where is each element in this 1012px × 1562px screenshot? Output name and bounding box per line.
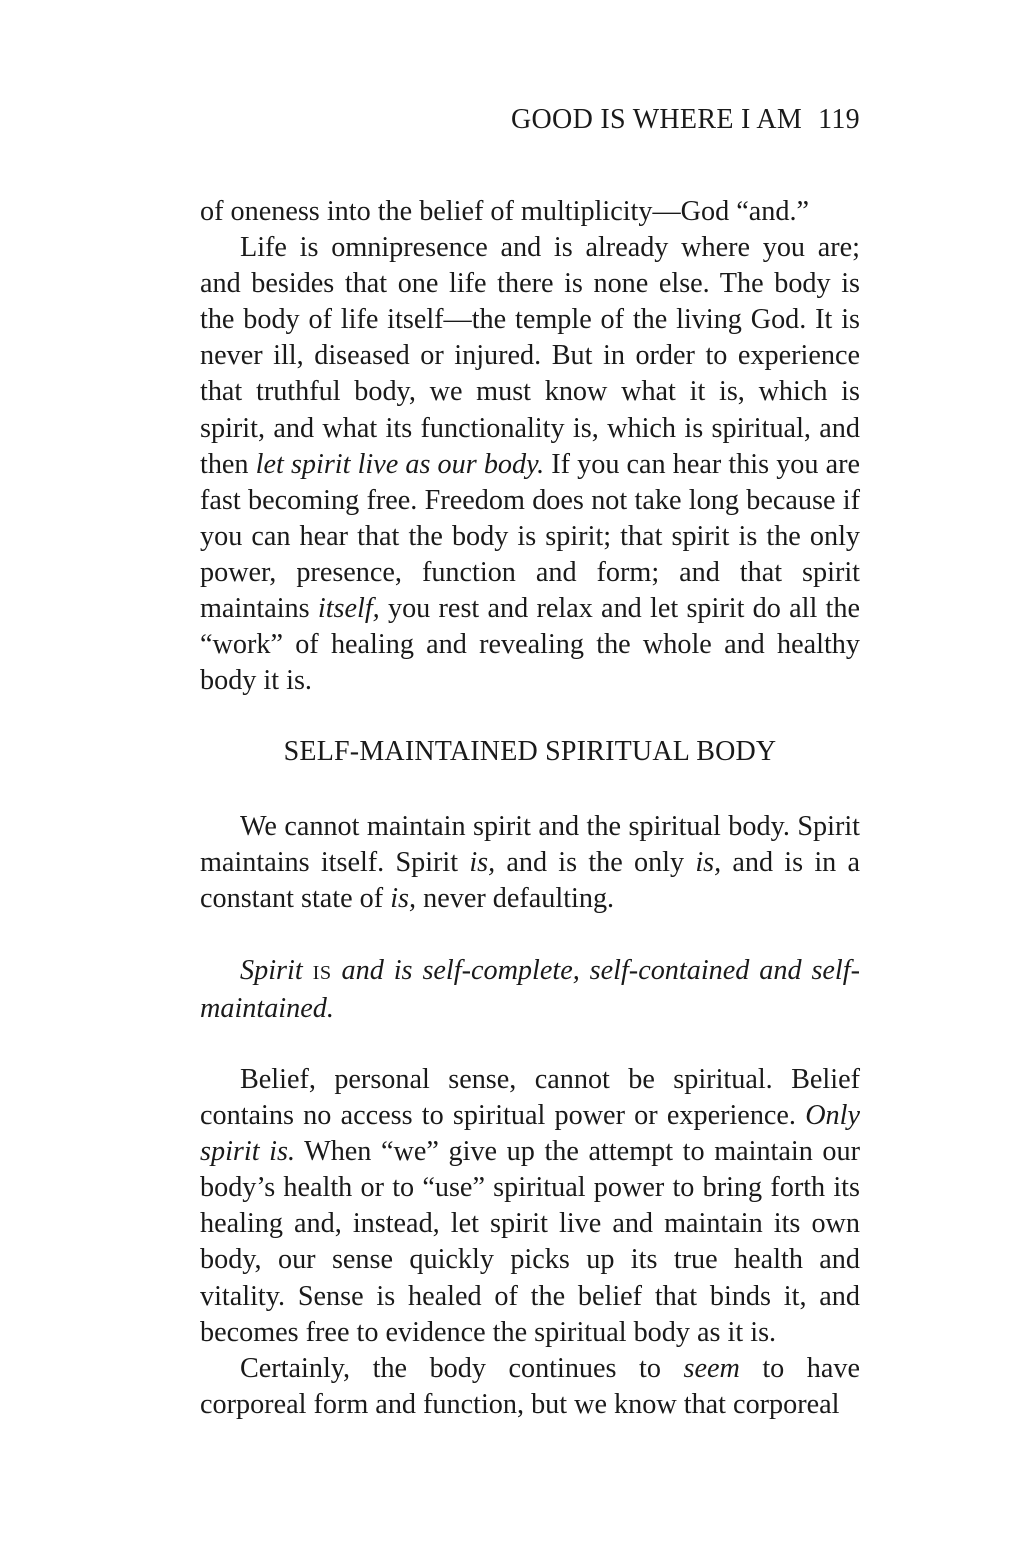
paragraph-certainly — [200, 1351, 860, 1423]
italic-word: seem — [683, 1352, 740, 1384]
paragraph-text: Certainly, the body continues to — [240, 1352, 684, 1384]
paragraph-life-omnipresence — [200, 230, 860, 699]
italic-statement — [200, 953, 860, 1027]
paragraph-text: We cannot maintain spirit and the spiritual body. Spirit maintains itself. Spirit — [200, 811, 860, 879]
paragraph-text: If you can hear this you are fast becoming free. Freedom does not take long because if you can hear that the body is spirit; that spirit is the only power, presence, function and form; and that spirit maintains — [200, 448, 861, 625]
running-head-title: GOOD IS WHERE I AM — [511, 104, 803, 135]
text-block-spirit-maintains — [200, 809, 860, 917]
paragraph-belief — [200, 1062, 860, 1351]
small-caps-word: IS — [312, 962, 332, 984]
quote-text: Spirit — [240, 955, 313, 986]
text-block-top — [200, 194, 860, 699]
paragraph-text: and is in a constant state of — [200, 847, 860, 915]
paragraph-text: never defaulting. — [416, 883, 615, 915]
paragraph-text: and is the only — [495, 847, 696, 879]
italic-phrase: itself, — [317, 593, 380, 625]
paragraph-text: Belief, personal sense, cannot be spiritual. Belief contains no access to spiritual power or experience. — [200, 1064, 860, 1132]
section-heading: SELF-MAINTAINED SPIRITUAL BODY — [283, 736, 777, 767]
italic-phrase: let spirit live as our body. — [255, 448, 545, 480]
italic-word: is, — [469, 847, 496, 879]
paragraph-continuation — [200, 194, 860, 230]
quote-text: and is self-complete, self-contained and self-maintained. — [200, 955, 860, 1025]
paragraph-spirit-maintains — [200, 809, 860, 917]
italic-phrase: Only spirit is. — [200, 1100, 860, 1168]
paragraph-text: of oneness into the belief of multiplicity—God “and.” — [200, 196, 810, 227]
text-block-quote — [200, 953, 860, 1027]
page-number: 119 — [818, 104, 860, 135]
paragraph-text: When “we” give up the attempt to maintain our body’s health or to “use” spiritual power to bring forth its healing and, instead, let spirit live and maintain its own body, our sense quickly picks up its true health and vitality. Sense is healed of the belief that binds it, and becomes free to evidence the spiritual body as it is. — [200, 1136, 861, 1348]
running-head — [511, 104, 860, 136]
italic-word: is, — [390, 883, 417, 915]
text-block-belief — [200, 1062, 860, 1423]
paragraph-text: to have corporeal form and function, but we know that corporeal — [200, 1352, 860, 1420]
italic-word: is, — [695, 847, 722, 879]
paragraph-text: Life is omnipresence and is already where you are; and besides that one life there is none else. The body is the body of life itself—the temple of the living God. It is never ill, diseased or injured. But in order to experience that truthful body, we must know what it is, which is spirit, and what its functionality is, which is spiritual, and then — [200, 232, 860, 480]
paragraph-text: you rest and relax and let spirit do all the “work” of healing and revealing the whole and healthy body it is. — [200, 593, 860, 697]
